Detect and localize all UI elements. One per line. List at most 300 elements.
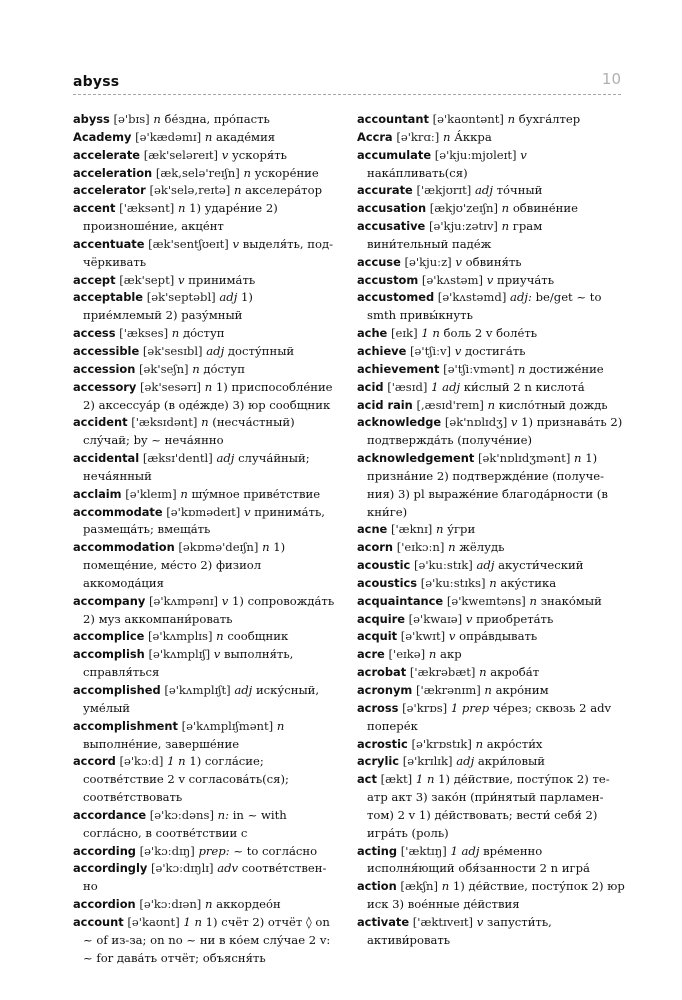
entry-headword: achieve bbox=[357, 343, 407, 358]
entry-part-of-speech: n bbox=[233, 183, 242, 198]
entry-headword: accustom bbox=[357, 272, 419, 287]
entry-part-of-speech: n bbox=[441, 879, 450, 894]
entry-definition: 1) помеще́ние, ме́сто 2) физиол аккомода́ция bbox=[83, 540, 286, 590]
entry-transcription: ['eɪkɔːn] bbox=[396, 540, 445, 555]
entry-part-of-speech: n: bbox=[217, 807, 230, 822]
entry-headword: acting bbox=[357, 843, 398, 858]
entry-headword: accomplished bbox=[73, 683, 161, 697]
entry-definition: бухга́лтер bbox=[518, 112, 581, 126]
entry-definition: соотве́тствен-но bbox=[83, 861, 327, 894]
entry-definition: опра́вдывать bbox=[459, 629, 538, 644]
dictionary-entry bbox=[357, 147, 625, 183]
entry-definition: случа́йный; неча́янный bbox=[83, 451, 310, 483]
entry-headword: acoustic bbox=[357, 558, 411, 573]
entry-transcription: [ə'kædəmɪ] bbox=[135, 129, 202, 144]
dictionary-entry bbox=[357, 218, 625, 254]
entry-part-of-speech: 1 n bbox=[421, 326, 440, 341]
entry-part-of-speech: n bbox=[428, 647, 437, 662]
entry-headword: accent bbox=[73, 201, 116, 216]
entry-headword: acrostic bbox=[357, 736, 408, 751]
entry-transcription: [ə'kʌmplɪʃmənt] bbox=[181, 718, 274, 733]
entry-transcription: [ək'nɒlɪdʒmənt] bbox=[477, 451, 571, 466]
entry-part-of-speech: v bbox=[476, 914, 484, 929]
entry-headword: accident bbox=[73, 415, 128, 430]
dictionary-entry bbox=[357, 129, 625, 147]
entry-headword: acronym bbox=[357, 683, 413, 697]
entry-transcription: [ə'kjuːz] bbox=[404, 254, 452, 269]
entry-headword: accept bbox=[73, 272, 116, 287]
entry-transcription: [æk,selə'reɪʃn] bbox=[155, 165, 240, 180]
entry-part-of-speech: v bbox=[448, 629, 456, 644]
dictionary-entry bbox=[357, 182, 625, 200]
entry-definition: 1) приспособле́ние 2) аксессуа́р (в оде́жде) 3) юр сообщник bbox=[83, 379, 333, 412]
entry-headword: accessible bbox=[73, 343, 140, 358]
entry-part-of-speech: v bbox=[455, 254, 462, 269]
entry-transcription: [ək'nɒlɪdʒ] bbox=[444, 415, 508, 430]
entry-part-of-speech: v bbox=[520, 147, 527, 162]
entry-part-of-speech: n bbox=[443, 129, 451, 144]
entry-transcription: ['æksɪdənt] bbox=[131, 415, 198, 430]
entry-transcription: [ə'kʌmplɪʃt] bbox=[164, 683, 231, 697]
dictionary-entry bbox=[357, 878, 625, 914]
entry-headword: acre bbox=[357, 647, 385, 662]
dictionary-entry bbox=[357, 664, 625, 682]
entry-part-of-speech: adj bbox=[475, 183, 493, 198]
page-header bbox=[73, 68, 621, 95]
entry-part-of-speech: v bbox=[213, 647, 221, 662]
entry-definition: то́чный bbox=[496, 183, 543, 198]
entry-part-of-speech: 1 prep bbox=[450, 700, 490, 715]
entry-headword: accordingly bbox=[73, 861, 148, 876]
entry-headword: acrylic bbox=[357, 754, 400, 769]
entry-transcription: [əkɒmə'deɪʃn] bbox=[178, 540, 259, 555]
entry-headword: acceleration bbox=[73, 165, 153, 180]
entry-part-of-speech: v bbox=[510, 415, 518, 430]
dictionary-entry bbox=[357, 700, 625, 736]
right-column bbox=[357, 111, 625, 950]
dictionary-entry bbox=[73, 414, 335, 450]
entry-headword: acknowledgement bbox=[357, 451, 475, 466]
entry-definition: досту́пный bbox=[227, 343, 295, 358]
entry-definition: 1) де́йствие, посту́пок 2) юр иск 3) вое́нные де́йствия bbox=[367, 879, 625, 912]
entry-part-of-speech: adv bbox=[217, 861, 239, 876]
dictionary-entry bbox=[73, 111, 335, 129]
entry-definition: ускоре́ние bbox=[254, 165, 319, 180]
entry-transcription: [ə'kʌmpənɪ] bbox=[148, 593, 219, 608]
entry-headword: accusative bbox=[357, 219, 426, 234]
entry-part-of-speech: n bbox=[243, 165, 251, 180]
entry-part-of-speech: 1 n bbox=[415, 772, 435, 787]
entry-headword: ache bbox=[357, 326, 388, 341]
entry-definition: in ~ with согла́сно, в соотве́тствии с bbox=[83, 807, 287, 840]
entry-definition: грам вини́тельный паде́ж bbox=[367, 219, 543, 251]
entry-definition: нака́пливать(ся) bbox=[367, 165, 468, 180]
entry-part-of-speech: adj bbox=[476, 558, 495, 573]
entry-headword: act bbox=[357, 772, 377, 787]
entry-headword: achievement bbox=[357, 361, 440, 376]
entry-transcription: [æk'sept] bbox=[119, 272, 175, 287]
entry-transcription: ['æksənt] bbox=[119, 201, 175, 216]
dictionary-entry bbox=[357, 111, 625, 129]
entry-part-of-speech: n bbox=[479, 665, 487, 680]
dictionary-entry bbox=[357, 843, 625, 879]
entry-definition: акроба́т bbox=[490, 665, 540, 680]
entry-definition: выполня́ть, справля́ться bbox=[83, 647, 294, 680]
entry-part-of-speech: n bbox=[204, 379, 213, 394]
dictionary-entry bbox=[357, 254, 625, 272]
entry-headword: acid rain bbox=[357, 397, 413, 412]
entry-definition: be/get ~ to smth привы́кнуть bbox=[367, 290, 602, 323]
dictionary-entry bbox=[357, 450, 625, 521]
dictionary-entry bbox=[73, 325, 335, 343]
entry-headword: accuse bbox=[357, 254, 401, 269]
dictionary-entry bbox=[73, 182, 335, 200]
entry-definition: шу́мное приве́тствие bbox=[191, 486, 321, 501]
entry-transcription: [ək'selə,reɪtə] bbox=[149, 183, 231, 198]
dictionary-entry bbox=[73, 860, 335, 896]
dictionary-entry bbox=[73, 753, 335, 807]
dictionary-entry bbox=[73, 539, 335, 593]
entry-definition: вре́менно исполня́ющий обя́занности 2 n игра́ bbox=[367, 843, 590, 876]
entry-part-of-speech: n bbox=[171, 326, 180, 341]
entry-part-of-speech: v bbox=[486, 272, 494, 287]
entry-part-of-speech: 1 adj bbox=[450, 843, 480, 858]
entry-transcription: [ə'kjuːmjʊleɪt] bbox=[434, 147, 517, 162]
entry-part-of-speech: n bbox=[501, 219, 510, 234]
dictionary-entry bbox=[73, 504, 335, 540]
entry-part-of-speech: n bbox=[205, 897, 213, 912]
entry-headword: activate bbox=[357, 914, 410, 929]
dictionary-entry bbox=[357, 753, 625, 771]
entry-definition: 1) счёт 2) отчёт ◊ on ~ of из-за; on no ~ ни в ко́ем слу́чае 2 v: ~ for дава́ть отчёт; объясня́ть bbox=[83, 914, 331, 965]
entry-transcription: [ə'kuːstɪks] bbox=[420, 575, 486, 590]
entry-transcription: [ə'krɑː] bbox=[396, 129, 440, 144]
entry-definition: достиже́ние bbox=[529, 361, 604, 376]
entry-definition: принима́ть, размеща́ть; вмеща́ть bbox=[83, 504, 325, 537]
entry-transcription: [ə'tʃiːv] bbox=[410, 343, 452, 358]
entry-transcription: ['eɪkə] bbox=[388, 647, 426, 662]
dictionary-entry bbox=[357, 539, 625, 557]
entry-headword: accordion bbox=[73, 897, 136, 912]
entry-part-of-speech: adj bbox=[234, 683, 253, 697]
dictionary-entry bbox=[73, 129, 335, 147]
entry-part-of-speech: v bbox=[221, 593, 229, 608]
entry-headword: access bbox=[73, 326, 116, 341]
entry-definition: 1) сопровожда́ть 2) муз аккомпани́ровать bbox=[83, 593, 335, 626]
entry-transcription: ['ækrəbæt] bbox=[409, 665, 476, 680]
dictionary-entry bbox=[73, 379, 335, 415]
entry-headword: accurate bbox=[357, 183, 413, 198]
entry-transcription: [ə'kweɪntəns] bbox=[446, 593, 526, 608]
entry-part-of-speech: n bbox=[501, 201, 510, 216]
entry-headword: accelerator bbox=[73, 183, 146, 198]
entry-headword: accelerate bbox=[73, 147, 141, 162]
entry-definition: аккордео́н bbox=[216, 897, 281, 912]
entry-headword: accordance bbox=[73, 807, 147, 822]
entry-headword: accompany bbox=[73, 593, 146, 608]
entry-definition: бе́здна, про́пасть bbox=[164, 112, 270, 126]
entry-headword: action bbox=[357, 879, 397, 894]
dictionary-entry bbox=[357, 397, 625, 415]
entry-transcription: [ækt] bbox=[380, 772, 413, 787]
entry-part-of-speech: n bbox=[436, 522, 444, 537]
entry-headword: acquire bbox=[357, 611, 405, 626]
entry-definition: 1) призна́ние 2) подтвержде́ние (получе-ния) 3) pl выраже́ние благода́рности (в кни́ге) bbox=[367, 451, 608, 519]
dictionary-entry bbox=[357, 646, 625, 664]
entry-part-of-speech: n bbox=[574, 451, 582, 466]
entry-headword: acclaim bbox=[73, 486, 122, 501]
entry-definition: акри́ловый bbox=[477, 754, 545, 769]
entry-part-of-speech: v bbox=[244, 504, 251, 519]
dictionary-entry bbox=[73, 147, 335, 165]
entry-transcription: [ə'krɒstɪk] bbox=[411, 736, 472, 751]
dictionary-entry bbox=[357, 736, 625, 754]
entry-part-of-speech: n bbox=[487, 397, 496, 412]
dictionary-entry bbox=[357, 628, 625, 646]
entry-definition: приобрета́ть bbox=[476, 611, 554, 626]
entry-headword: accusation bbox=[357, 201, 427, 216]
entry-transcription: [æk'seləreɪt] bbox=[143, 147, 219, 162]
entry-headword: accommodation bbox=[73, 540, 175, 555]
dictionary-entry bbox=[73, 165, 335, 183]
entry-transcription: [ə'kɒmədeɪt] bbox=[166, 504, 241, 519]
dictionary-entry bbox=[73, 200, 335, 236]
entry-part-of-speech: v bbox=[232, 236, 240, 251]
entry-part-of-speech: n bbox=[201, 415, 209, 430]
entry-headword: accomplice bbox=[73, 629, 145, 644]
entry-definition: обвиня́ть bbox=[465, 254, 522, 269]
entry-definition: сообщник bbox=[227, 629, 289, 644]
entry-transcription: [ə'kaʊntənt] bbox=[432, 112, 504, 126]
entry-transcription: [ə'kʌmplɪʃ] bbox=[148, 647, 211, 662]
entry-definition: че́рез; сквозь 2 adv попере́к bbox=[367, 700, 612, 733]
dictionary-entry bbox=[357, 200, 625, 218]
entry-part-of-speech: n bbox=[475, 736, 484, 751]
dictionary-entry bbox=[357, 521, 625, 539]
left-column bbox=[73, 111, 335, 968]
entry-transcription: [ə'krɒs] bbox=[402, 700, 448, 715]
entry-definition: ~ to согла́сно bbox=[233, 843, 318, 858]
dictionary-entry bbox=[357, 914, 625, 950]
entry-headword: according bbox=[73, 843, 136, 858]
entry-transcription: [ə'kwɪt] bbox=[400, 629, 446, 644]
entry-definition: ускоря́ть bbox=[231, 147, 287, 162]
entry-definition: 1) ударе́ние 2) произноше́ние, акце́нт bbox=[83, 201, 278, 234]
entry-transcription: [ækjʊ'zeɪʃn] bbox=[429, 201, 498, 216]
dictionary-entry bbox=[357, 325, 625, 343]
entry-headword: accessory bbox=[73, 379, 137, 394]
dictionary-entry bbox=[73, 486, 335, 504]
entry-definition: ки́слый 2 n кислота́ bbox=[463, 379, 585, 394]
dictionary-entry bbox=[73, 236, 335, 272]
entry-definition: (несча́стный) слу́чай; by ~ неча́янно bbox=[83, 415, 295, 448]
entry-headword: accommodate bbox=[73, 504, 163, 519]
entry-transcription: [ə'kɔːdəns] bbox=[149, 807, 214, 822]
entry-transcription: [ə'kwaɪə] bbox=[408, 611, 463, 626]
dictionary-entry bbox=[357, 379, 625, 397]
entry-transcription: [,æsɪd'reɪn] bbox=[416, 397, 484, 412]
entry-definition: приуча́ть bbox=[497, 272, 555, 287]
dictionary-entry bbox=[73, 718, 335, 754]
entry-definition: акусти́ческий bbox=[498, 558, 584, 573]
entry-transcription: [æksɪ'dentl] bbox=[142, 451, 213, 466]
entry-part-of-speech: n bbox=[216, 629, 224, 644]
entry-transcription: [ə'kleɪm] bbox=[125, 486, 177, 501]
entry-definition: А́ккра bbox=[454, 129, 492, 144]
entry-transcription: [ə'kʌstəmd] bbox=[437, 290, 507, 305]
entry-headword: acceptable bbox=[73, 290, 143, 305]
dictionary-entry bbox=[73, 646, 335, 682]
entry-headword: accession bbox=[73, 361, 136, 376]
entry-part-of-speech: n bbox=[517, 361, 526, 376]
entry-part-of-speech: n bbox=[484, 683, 492, 697]
dictionary-entry bbox=[73, 807, 335, 843]
entry-definition: акр bbox=[440, 647, 462, 662]
entry-definition: 1) прие́млемый 2) разу́мный bbox=[83, 290, 253, 323]
entry-transcription: ['ækrənɪm] bbox=[415, 683, 481, 697]
entry-headword: accumulate bbox=[357, 147, 432, 162]
dictionary-entry bbox=[73, 896, 335, 914]
entry-part-of-speech: n bbox=[276, 718, 285, 733]
entry-transcription: [eɪk] bbox=[390, 326, 418, 341]
entry-transcription: [ə'kjuːzətɪv] bbox=[428, 219, 498, 234]
entry-definition: жёлудь bbox=[459, 540, 505, 555]
entry-part-of-speech: n bbox=[529, 593, 537, 608]
entry-part-of-speech: 1 n bbox=[167, 754, 186, 769]
entry-transcription: [ək'sesɪbl] bbox=[142, 343, 203, 358]
entry-transcription: ['æknɪ] bbox=[390, 522, 433, 537]
entry-definition: 1) согла́сие; соотве́тствие 2 v согласова́ть(ся); соотве́тствовать bbox=[83, 754, 289, 805]
entry-definition: акро́сти́х bbox=[486, 736, 543, 751]
entry-part-of-speech: v bbox=[465, 611, 473, 626]
entry-part-of-speech: adj bbox=[456, 754, 475, 769]
entry-definition: до́ступ bbox=[203, 361, 245, 376]
entry-headword: acorn bbox=[357, 540, 393, 555]
entry-part-of-speech: n bbox=[180, 486, 188, 501]
entry-part-of-speech: n bbox=[262, 540, 270, 555]
page-number: 10 bbox=[601, 70, 621, 88]
dictionary-entry bbox=[357, 343, 625, 361]
entry-transcription: [ə'kuːstɪk] bbox=[413, 558, 473, 573]
dictionary-entry bbox=[357, 557, 625, 575]
entry-transcription: ['ækjʊrɪt] bbox=[416, 183, 472, 198]
entry-part-of-speech: v bbox=[177, 272, 185, 287]
dictionary-entry bbox=[73, 628, 335, 646]
entry-definition: обвине́ние bbox=[512, 201, 578, 216]
entry-part-of-speech: adj: bbox=[510, 290, 532, 305]
entry-definition: у́гри bbox=[447, 522, 476, 537]
entry-part-of-speech: n bbox=[489, 575, 497, 590]
entry-headword: account bbox=[73, 914, 124, 929]
dictionary-entry bbox=[73, 593, 335, 629]
dictionary-entry bbox=[357, 771, 625, 842]
entry-transcription: ['æsɪd] bbox=[387, 379, 428, 394]
dictionary-entry bbox=[73, 289, 335, 325]
entry-transcription: [ə'tʃiːvmənt] bbox=[443, 361, 515, 376]
entry-transcription: [ækʃn] bbox=[400, 879, 439, 894]
entry-part-of-speech: n bbox=[153, 112, 161, 126]
dictionary-entry bbox=[357, 575, 625, 593]
entry-definition: до́ступ bbox=[182, 326, 225, 341]
entry-part-of-speech: n bbox=[192, 361, 200, 376]
entry-definition: акаде́мия bbox=[215, 129, 276, 144]
dictionary-entry bbox=[357, 361, 625, 379]
entry-transcription: ['æktɪveɪt] bbox=[412, 914, 474, 929]
entry-headword: acquit bbox=[357, 629, 398, 644]
entry-transcription: ['ækses] bbox=[119, 326, 169, 341]
entry-headword: accustomed bbox=[357, 290, 435, 305]
entry-part-of-speech: prep: bbox=[198, 843, 230, 858]
entry-headword: accentuate bbox=[73, 236, 145, 251]
guide-word: abyss bbox=[73, 74, 120, 90]
entry-definition: аку́стика bbox=[500, 575, 557, 590]
dictionary-entry bbox=[357, 682, 625, 700]
entry-transcription: [ə'kɔːd] bbox=[119, 754, 164, 769]
entry-part-of-speech: 1 n bbox=[183, 914, 202, 929]
dictionary-entry bbox=[73, 361, 335, 379]
dictionary-entry bbox=[73, 450, 335, 486]
entry-definition: 1) де́йствие, посту́пок 2) те-атр акт 3) зако́н (при́нятый парламен-том) 2 v 1) де́йствовать; вести́ себя́ 2) игра́ть (роль) bbox=[367, 772, 610, 840]
entry-transcription: [ək'seʃn] bbox=[139, 361, 189, 376]
entry-headword: acid bbox=[357, 379, 384, 394]
entry-definition: принима́ть bbox=[188, 272, 256, 287]
entry-part-of-speech: n bbox=[507, 112, 516, 126]
entry-definition: достига́ть bbox=[465, 343, 526, 358]
entry-headword: accord bbox=[73, 754, 116, 769]
dictionary-entry bbox=[357, 289, 625, 325]
entry-headword: accomplish bbox=[73, 647, 145, 662]
entry-transcription: [ə'kɔːdɪŋlɪ] bbox=[150, 861, 214, 876]
entry-definition: кисло́тный дождь bbox=[498, 397, 608, 412]
entry-headword: abyss bbox=[73, 112, 110, 126]
entry-part-of-speech: adj bbox=[206, 343, 225, 358]
entry-headword: accomplishment bbox=[73, 718, 178, 733]
entry-definition: выполне́ние, заверше́ние bbox=[83, 736, 240, 751]
entry-transcription: [æk'sentʃʊeɪt] bbox=[148, 236, 229, 251]
entry-definition: боль 2 v боле́ть bbox=[443, 326, 538, 341]
dictionary-entry bbox=[357, 611, 625, 629]
entry-transcription: [ə'kɔːdɪŋ] bbox=[139, 843, 195, 858]
entry-transcription: [ə'kʌstəm] bbox=[421, 272, 484, 287]
entry-headword: across bbox=[357, 700, 399, 715]
entry-transcription: [ək'sesərɪ] bbox=[140, 379, 202, 394]
entry-headword: Academy bbox=[73, 129, 132, 144]
dictionary-entry bbox=[73, 343, 335, 361]
entry-headword: accountant bbox=[357, 112, 429, 126]
entry-headword: acknowledge bbox=[357, 415, 442, 430]
entry-definition: запусти́ть, активи́ровать bbox=[367, 914, 552, 947]
entry-definition: акро́ним bbox=[495, 683, 549, 697]
dictionary-entry bbox=[357, 272, 625, 290]
dictionary-entry bbox=[73, 272, 335, 290]
entry-part-of-speech: n bbox=[177, 201, 186, 216]
entry-definition: 1) признава́ть 2) подтвержда́ть (получе́ние) bbox=[367, 415, 623, 448]
dictionary-entry bbox=[357, 593, 625, 611]
entry-transcription: [ək'septəbl] bbox=[146, 290, 216, 305]
entry-part-of-speech: n bbox=[448, 540, 456, 555]
entry-headword: acquaintance bbox=[357, 593, 444, 608]
entry-headword: acoustics bbox=[357, 575, 418, 590]
dictionary-entry bbox=[73, 914, 335, 968]
entry-part-of-speech: v bbox=[221, 147, 229, 162]
entry-headword: accidental bbox=[73, 451, 140, 466]
dictionary-entry bbox=[73, 682, 335, 718]
entry-definition: иску́сный, уме́лый bbox=[83, 683, 320, 715]
entry-transcription: [ə'kʌmplɪs] bbox=[148, 629, 213, 644]
entry-transcription: [ə'bɪs] bbox=[113, 112, 150, 126]
entry-transcription: [ə'kɔːdɪən] bbox=[139, 897, 202, 912]
entry-part-of-speech: adj bbox=[219, 290, 238, 305]
